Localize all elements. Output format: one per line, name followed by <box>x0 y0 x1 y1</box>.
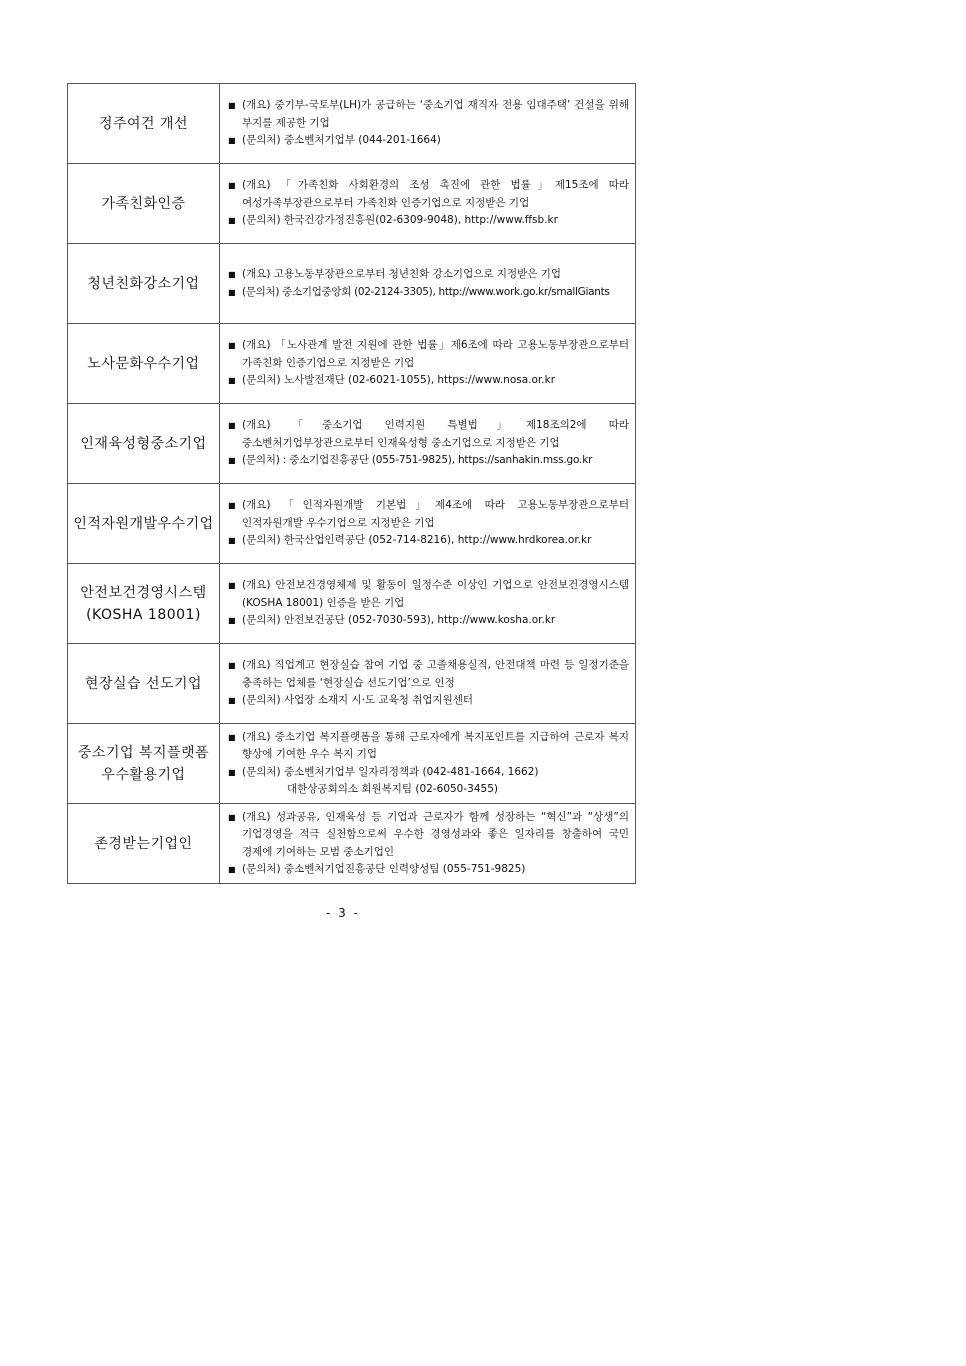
square-bullet-icon: ■ <box>228 421 236 431</box>
table-row <box>68 724 636 804</box>
square-bullet-icon: ■ <box>228 616 236 626</box>
square-bullet-icon: ■ <box>228 696 236 706</box>
row-name-sub: 우수활용기업 <box>101 766 186 783</box>
overview-line: ■ (개요) 중소기업 복지플랫폼을 통해 근로자에게 복지포인트를 지급하여 근로자 복지 향상에 기여한 우수 복지 기업 <box>228 730 629 760</box>
overview-line: ■ (개요) 「가족친화 사회환경의 조성 촉진에 관한 법률」제15조에 따라 여성가족부장관으로부터 가족친화 인증기업으로 지정받은 기업 <box>228 179 629 209</box>
row-name: 안전보건경영시스템 <box>80 584 207 601</box>
row-name: 인적자원개발우수기업 <box>73 515 214 532</box>
row-name-cell <box>68 724 220 804</box>
overview-line: ■ (개요) 중기부-국토부(LH)가 공급하는 ‘중소기업 재직자 전용 임대주택’ 건설을 위해 부지를 제공한 기업 <box>228 99 629 129</box>
contact-line: ■ (문의처) 한국건강가정진흥원(02-6309-9048), http://www.ffsb.kr <box>228 212 629 230</box>
row-desc-cell <box>220 804 636 884</box>
row-desc-cell <box>220 484 636 564</box>
square-bullet-icon: ■ <box>228 216 236 226</box>
overview-line: ■ (개요) 「노사관계 발전 지원에 관한 법률」제6조에 따라 고용노동부장관으로부터 가족친화 인증기업으로 지정받은 기업 <box>228 339 629 369</box>
square-bullet-icon: ■ <box>228 341 236 351</box>
row-name-cell <box>68 804 220 884</box>
page-number: - 3 - <box>326 906 360 920</box>
contact-line: ■ (문의처) 사업장 소재지 시·도 교육청 취업지원센터 <box>228 692 629 710</box>
square-bullet-icon: ■ <box>228 181 236 191</box>
contact-line: ■ (문의처) 중소기업중앙회 (02-2124-3305), http://www.work.go.kr/smallGiants <box>228 284 629 302</box>
certification-table <box>67 83 636 884</box>
row-name-cell <box>68 404 220 484</box>
table-row <box>68 484 636 564</box>
square-bullet-icon: ■ <box>228 376 236 386</box>
square-bullet-icon: ■ <box>228 101 236 111</box>
contact-extra-line: 대한상공회의소 회원복지팀 (02-6050-3455) <box>287 783 498 795</box>
square-bullet-icon: ■ <box>228 287 236 297</box>
contact-line: ■ (문의처) 중소벤처기업부 (044-201-1664) <box>228 132 629 150</box>
table-row <box>68 644 636 724</box>
square-bullet-icon: ■ <box>228 732 236 742</box>
square-bullet-icon: ■ <box>228 865 236 874</box>
row-name-sub: (KOSHA 18001) <box>86 606 201 623</box>
overview-line: ■ (개요) 안전보건경영체제 및 활동이 일정수준 이상인 기업으로 안전보건경영시스템(KOSHA 18001) 인증을 받은 기업 <box>228 579 629 609</box>
table-row <box>68 564 636 644</box>
square-bullet-icon: ■ <box>228 767 236 777</box>
row-desc-cell <box>220 564 636 644</box>
row-name-cell <box>68 84 220 164</box>
contact-line: ■ (문의처) 안전보건공단 (052-7030-593), http://www.kosha.or.kr <box>228 612 629 630</box>
row-name: 인재육성형중소기업 <box>80 435 207 452</box>
square-bullet-icon: ■ <box>228 581 236 591</box>
contact-line: ■ (문의처) 중소벤처기업진흥공단 인력양성팀 (055-751-9825) <box>228 861 629 879</box>
row-name-cell <box>68 644 220 724</box>
table-row <box>68 404 636 484</box>
row-name-cell <box>68 564 220 644</box>
square-bullet-icon: ■ <box>228 501 236 511</box>
square-bullet-icon: ■ <box>228 456 236 466</box>
row-desc-cell <box>220 244 636 324</box>
row-desc-cell <box>220 644 636 724</box>
overview-line: ■ (개요) 직업계고 현장실습 참여 기업 중 고졸채용실적, 안전대책 마련 등 일정기준을 충족하는 업체를 ‘현장실습 선도기업’으로 인정 <box>228 659 629 689</box>
contact-line: ■ (문의처) : 중소기업진흥공단 (055-751-9825), https://sanhakin.mss.go.kr <box>228 452 629 470</box>
row-name-cell <box>68 164 220 244</box>
row-desc-cell <box>220 404 636 484</box>
row-name-cell <box>68 484 220 564</box>
row-name: 가족친화인증 <box>101 195 186 212</box>
square-bullet-icon: ■ <box>228 661 236 671</box>
table-row <box>68 164 636 244</box>
row-name: 청년친화강소기업 <box>87 275 200 292</box>
overview-line: ■ (개요) 「인적자원개발 기본법」제4조에 따라 고용노동부장관으로부터 인적자원개발 우수기업으로 지정받은 기업 <box>228 499 629 529</box>
row-desc-cell <box>220 84 636 164</box>
contact-line: ■ (문의처) 한국산업인력공단 (052-714-8216), http://www.hrdkorea.or.kr <box>228 532 629 550</box>
overview-line: ■ (개요) 고용노동부장관으로부터 청년친화 강소기업으로 지정받은 기업 <box>228 266 629 284</box>
overview-line: ■ (개요) 성과공유, 인재육성 등 기업과 근로자가 함께 성장하는 “혁신”과 “상생”의 기업경영을 적극 실천함으로써 우수한 경영성과와 좋은 일자리를 창출하여 국민 경제에 기여하는 모범 중소기업인 <box>228 810 629 858</box>
contact-line: ■ (문의처) 중소벤처기업부 일자리정책과 (042-481-1664, 1662) <box>228 764 629 782</box>
contact-line: ■ (문의처) 노사발전재단 (02-6021-1055), https://www.nosa.or.kr <box>228 372 629 390</box>
row-name: 노사문화우수기업 <box>87 355 200 372</box>
square-bullet-icon: ■ <box>228 812 236 822</box>
row-desc-cell <box>220 724 636 804</box>
table-row <box>68 804 636 884</box>
row-name-cell <box>68 324 220 404</box>
square-bullet-icon: ■ <box>228 136 236 146</box>
table-row <box>68 84 636 164</box>
row-name: 존경받는기업인 <box>94 835 193 852</box>
row-name: 정주여건 개선 <box>98 115 189 132</box>
row-desc-cell <box>220 164 636 244</box>
table-row <box>68 324 636 404</box>
table-row <box>68 244 636 324</box>
square-bullet-icon: ■ <box>228 536 236 546</box>
row-name: 중소기업 복지플랫폼 <box>77 744 210 761</box>
row-desc-cell <box>220 324 636 404</box>
row-name-cell <box>68 244 220 324</box>
square-bullet-icon: ■ <box>228 270 236 279</box>
overview-line: ■ (개요) 「중소기업 인력지원 특별법」제18조의2에 따라 중소벤처기업부장관으로부터 인재육성형 중소기업으로 지정받은 기업 <box>228 419 629 449</box>
row-name: 현장실습 선도기업 <box>84 675 203 692</box>
